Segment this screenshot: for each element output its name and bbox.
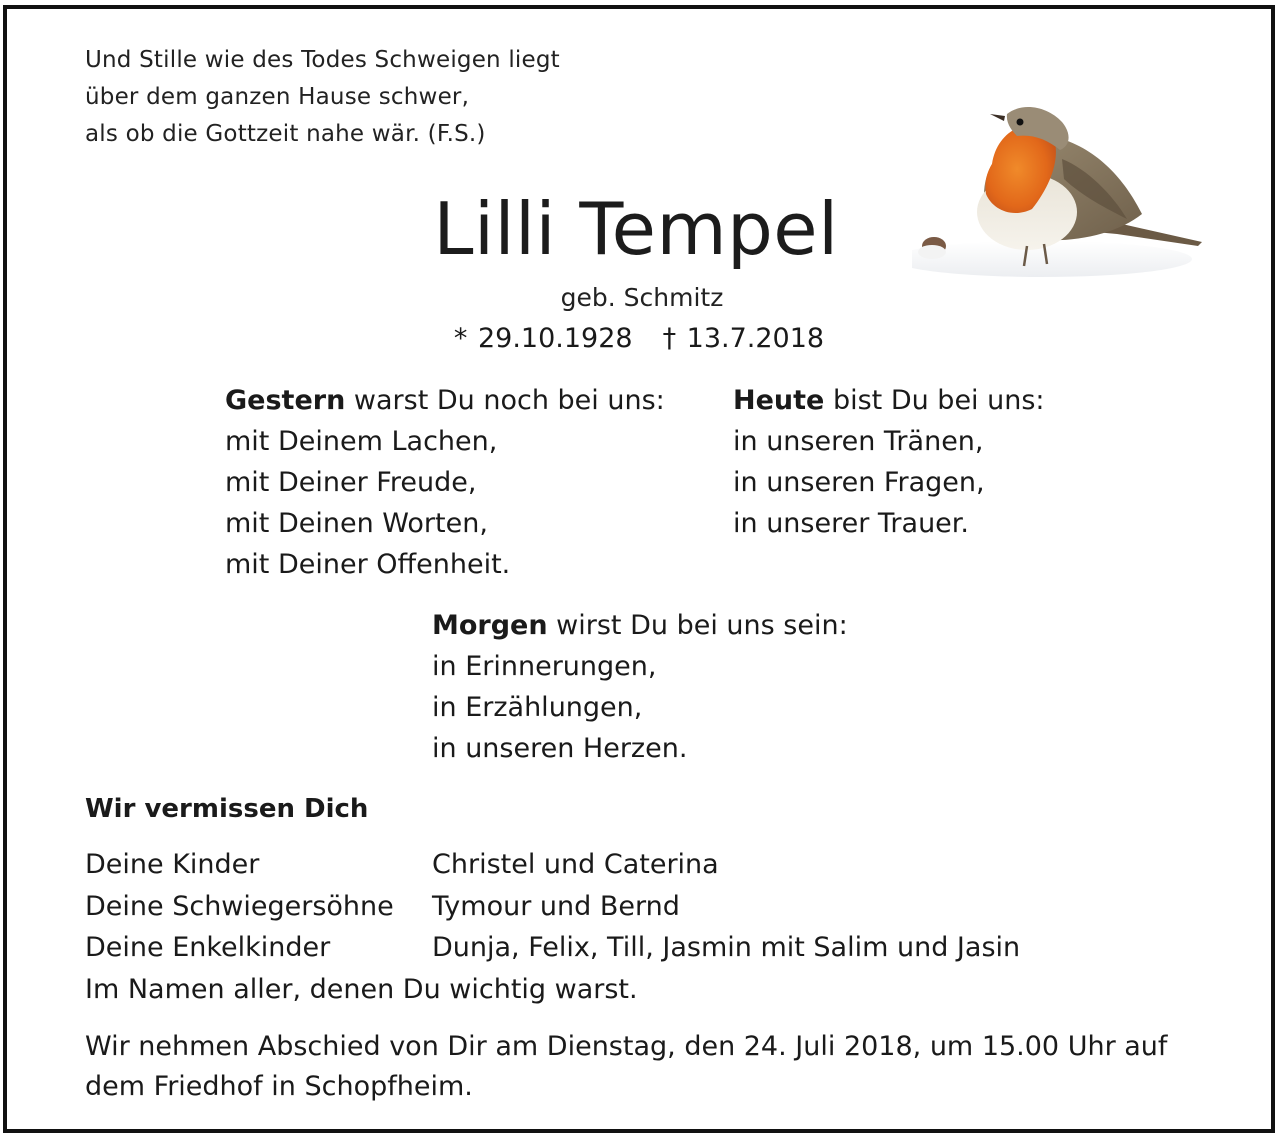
poem-today — [733, 380, 1045, 544]
mourner-names: Dunja, Felix, Till, Jasmin mit Salim und Jasin — [432, 932, 1021, 963]
mourner-names: Christel und Caterina — [432, 849, 719, 880]
poem-intro: wirst Du bei uns sein: — [547, 610, 848, 641]
deceased-name-text: Lilli Tempel — [433, 187, 839, 271]
poem-line: mit Deinen Worten, — [225, 508, 488, 539]
poem-line: in unseren Herzen. — [432, 733, 688, 764]
poem-line: in Erzählungen, — [432, 692, 643, 723]
quote-line: als ob die Gottzeit nahe wär. (F.S.) — [85, 121, 486, 147]
birth-name: geb. Schmitz — [560, 283, 724, 312]
poem-yesterday — [225, 380, 665, 585]
poem-stanza-heading — [733, 380, 1045, 421]
poem-line: in Erinnerungen, — [432, 651, 657, 682]
birth-date: * 29.10.1928 — [453, 323, 633, 354]
obituary-notice — [3, 5, 1275, 1133]
poem-line: mit Deiner Offenheit. — [225, 549, 511, 580]
funeral-announcement: Wir nehmen Abschied von Dir am Dienstag, den 24. Juli 2018, um 15.00 Uhr auf dem Friedhof in Schopfheim. — [85, 1031, 1168, 1102]
mourners-closing: Im Namen aller, denen Du wichtig warst. — [85, 973, 638, 1005]
deceased-name — [7, 179, 1271, 279]
quote-line: über dem ganzen Hause schwer, — [85, 84, 470, 110]
death-date: † 13.7.2018 — [662, 323, 825, 354]
poem-keyword: Gestern — [225, 385, 346, 416]
mourners-heading: Wir vermissen Dich — [85, 794, 369, 824]
poem-line: in unseren Tränen, — [733, 426, 984, 457]
mourner-relation: Deine Enkelkinder — [85, 932, 331, 963]
poem-line: mit Deinem Lachen, — [225, 426, 498, 457]
poem-keyword: Morgen — [432, 610, 548, 641]
poem-intro: bist Du bei uns: — [824, 385, 1045, 416]
mourner-names: Tymour und Bernd — [432, 890, 680, 922]
opening-quote — [85, 42, 560, 153]
life-dates — [7, 319, 1271, 359]
poem-intro: warst Du noch bei uns: — [345, 385, 665, 416]
poem-stanza-heading — [432, 605, 848, 646]
poem-line: in unserer Trauer. — [733, 508, 969, 539]
poem-line: in unseren Fragen, — [733, 467, 985, 498]
mourner-relation: Deine Kinder — [85, 849, 260, 880]
poem-tomorrow — [432, 605, 848, 769]
poem-keyword: Heute — [733, 385, 825, 416]
quote-line: Und Stille wie des Todes Schweigen liegt — [85, 47, 560, 73]
poem-line: mit Deiner Freude, — [225, 467, 477, 498]
poem-stanza-heading — [225, 380, 665, 421]
mourner-relation: Deine Schwiegersöhne — [85, 890, 394, 922]
